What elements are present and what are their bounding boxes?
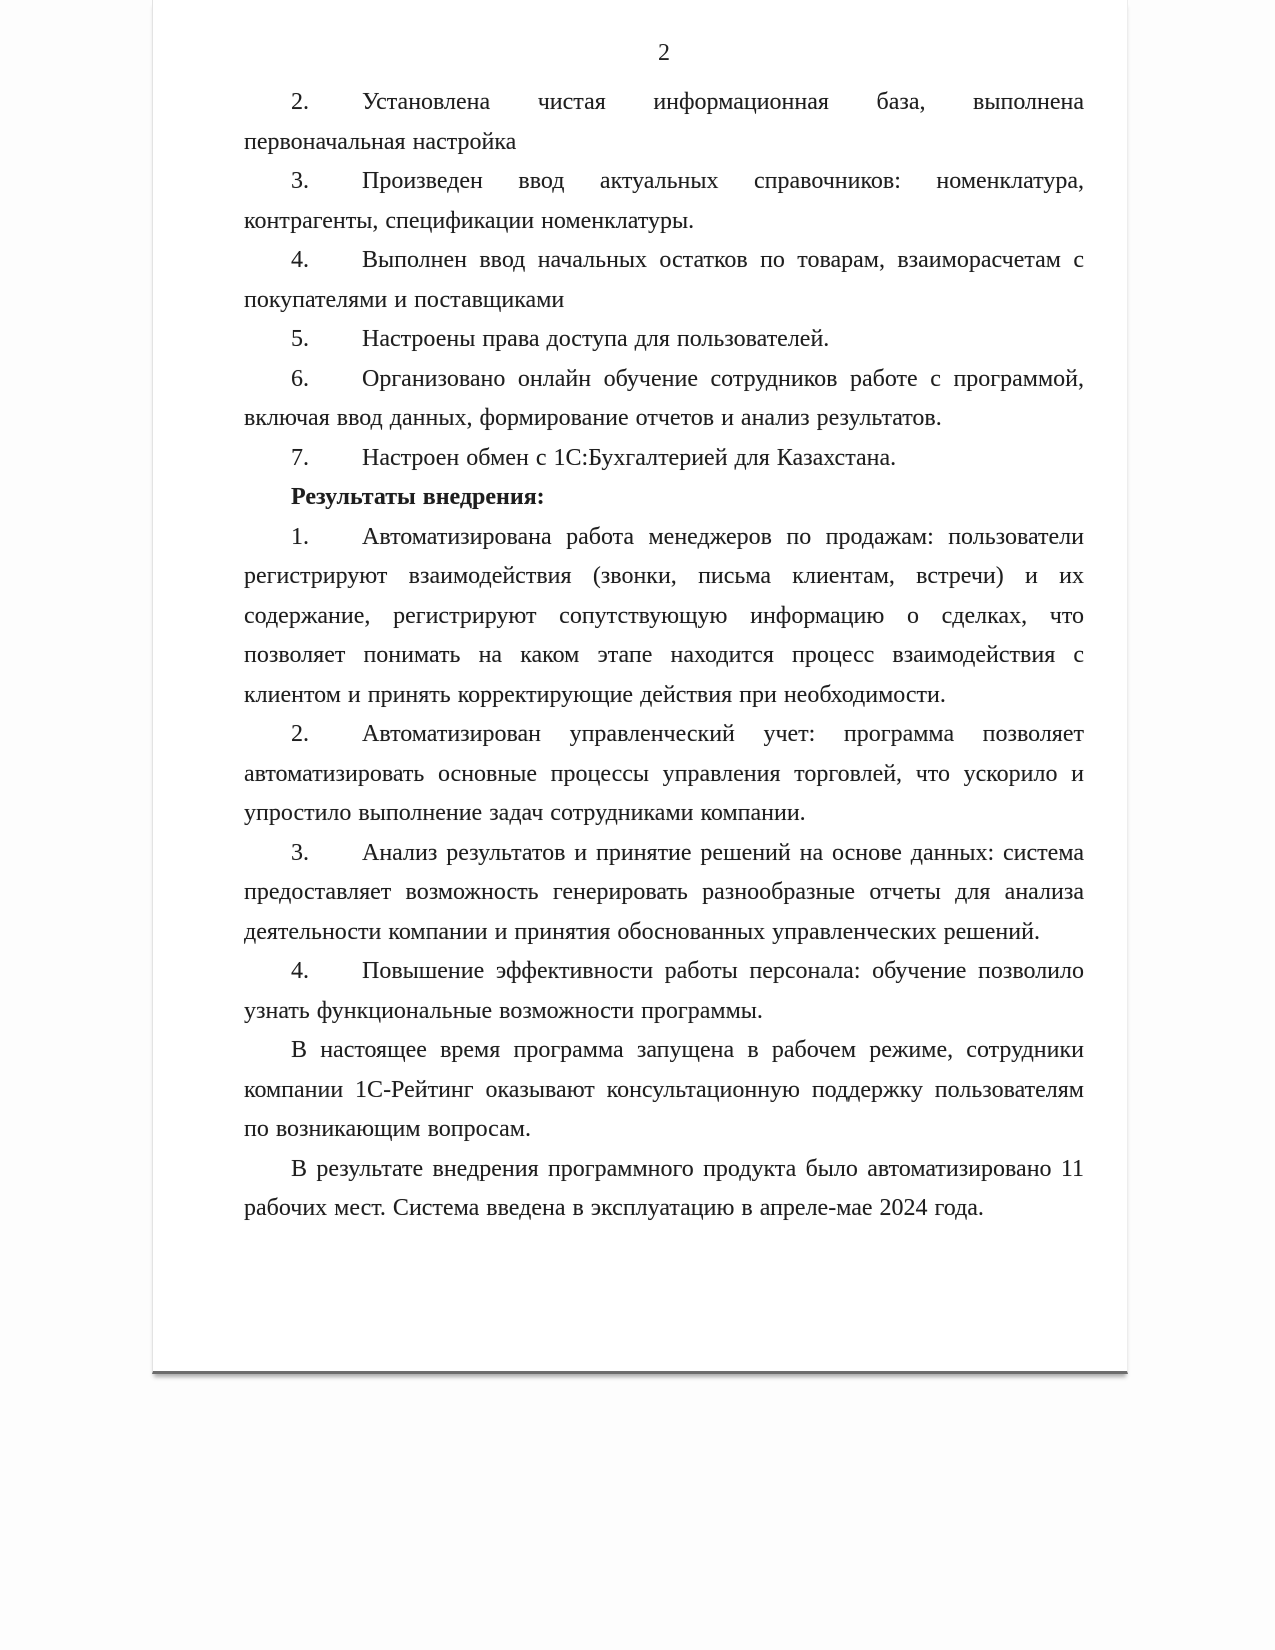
scanned-page [152,0,1128,1374]
list-item-number: 3. [291,168,309,194]
body-paragraph [244,1031,1084,1150]
paragraph-text: Организовано онлайн обучение сотрудников работе с программой, включая ввод данных, формирование отчетов и анализ результатов. [244,365,1084,431]
paragraph-text: Повышение эффективности работы персонала: обучение позволило узнать функциональные возможности программы. [244,958,1084,1024]
numbered-paragraph [244,834,1084,953]
list-item-number: 1. [291,523,309,550]
paragraph-text: Автоматизирована работа менеджеров по продажам: пользователи регистрируют взаимодействия (звонки, письма клиентам, встречи) и их содержание, регистрируют сопутствующую информацию о сделках, что позволяет понимать на каком этапе находится процесс взаимодействия с клиентом и принять корректирующие действия при необходимости. [244,523,1084,708]
page-number: 2 [658,40,670,66]
paragraph-text: В настоящее время программа запущена в рабочем режиме, сотрудники компании 1С-Рейтинг оказывают консультационную поддержку пользователям по возникающим вопросам. [244,1037,1084,1142]
numbered-paragraph [244,439,1084,479]
paragraph-text: В результате внедрения программного продукта было автоматизировано 11 рабочих мест. Система введена в эксплуатацию в апреле-мае 2024 года. [244,1155,1084,1221]
paragraph-text: Выполнен ввод начальных остатков по товарам, взаиморасчетам с покупателями и поставщиками [244,247,1084,313]
list-item-number: 4. [291,958,309,984]
paragraph-text: Автоматизирован управленческий учет: программа позволяет автоматизировать основные процессы управления торговлей, что ускорило и упростило выполнение задач сотрудниками компании. [244,721,1084,826]
list-item-number: 2. [291,721,309,747]
list-item-number: 5. [291,326,309,352]
section-heading: Результаты внедрения: [291,484,545,510]
body-paragraph [244,1150,1084,1229]
document-body [244,83,1084,1229]
paragraph-text: Анализ результатов и принятие решений на основе данных: система предоставляет возможность генерировать разнообразные отчеты для анализа деятельности компании и принятия обоснованных управленческих решений. [244,839,1084,945]
numbered-paragraph [244,715,1084,834]
numbered-paragraph [244,83,1084,162]
numbered-paragraph [244,360,1084,439]
list-item-number: 3. [291,839,309,866]
numbered-paragraph [244,162,1084,241]
paragraph-text: Произведен ввод актуальных справочников: номенклатура, контрагенты, спецификации номенклатуры. [244,168,1084,234]
list-item-number: 4. [291,247,309,273]
numbered-paragraph [244,241,1084,320]
list-item-number: 6. [291,365,309,392]
numbered-paragraph [244,952,1084,1031]
list-item-number: 7. [291,444,309,471]
paragraph-text: Настроен обмен с 1С:Бухгалтерией для Казахстана. [362,444,897,471]
paragraph-text: Установлена чистая информационная база, выполнена первоначальная настройка [244,89,1084,155]
list-item-number: 2. [291,89,309,115]
paragraph-text: Настроены права доступа для пользователей. [362,326,830,352]
numbered-paragraph [244,518,1084,716]
numbered-paragraph [244,320,1084,360]
